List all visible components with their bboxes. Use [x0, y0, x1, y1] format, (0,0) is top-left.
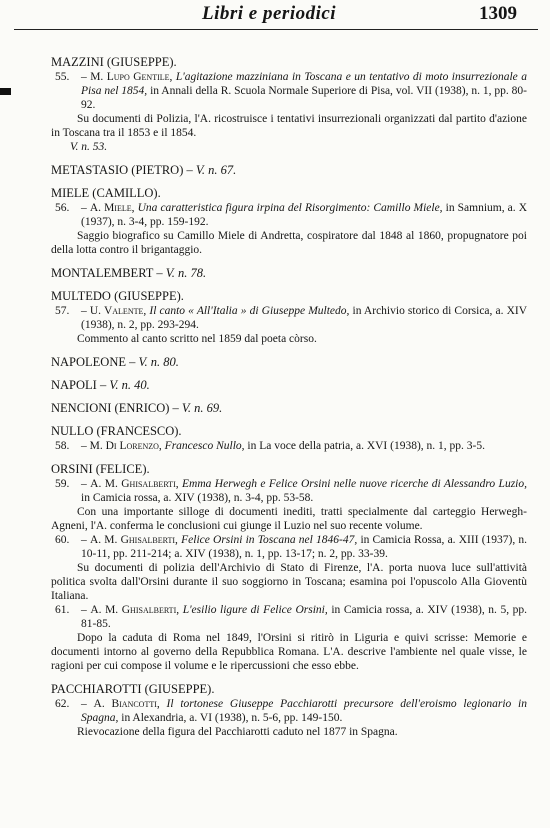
person-name: MIELE (CAMILLO). [51, 186, 161, 200]
entry-number: 57. [55, 305, 70, 317]
person-name: NENCIONI (ENRICO) [51, 401, 170, 415]
person-heading [0, 355, 550, 369]
header-rule [14, 29, 538, 30]
entry-title: L'agitazione mazziniana in Toscana e un tentativo di moto insurrezionale a Pisa nel 1854, [81, 71, 527, 97]
bibliography-body [0, 46, 550, 739]
page-number: 1309 [479, 3, 517, 24]
entry-source: in Camicia rossa, a. XIV (1938), n. 3-4, pp. 53-58. [81, 492, 314, 504]
person-heading [0, 682, 550, 696]
bibliography-entry: 57. – U. Valente, Il canto « All'Italia » di Giuseppe Multedo, in Archivio storico di Corsica, a. XIV (1938), n. 2, pp. 293-294. [55, 305, 528, 331]
entry-title: Felice Orsini in Toscana nel 1846-47, [181, 534, 358, 546]
person-heading [0, 186, 550, 200]
entry-source: in Camicia rossa, a. XIV (1938), n. 5, pp. 81-85. [81, 604, 528, 630]
person-heading [0, 289, 550, 303]
entry-number: 61. [55, 604, 70, 616]
entry-number: 56. [55, 202, 70, 214]
entry-title: L'esilio ligure di Felice Orsini, [182, 604, 328, 616]
bibliography-entry: 60. – A. M. Ghisalberti, Felice Orsini in Toscana nel 1846-47, in Camicia Rossa, a. XIII (1937), n. 10-11, pp. 211-214; a. XIV (1938), n. 1, pp. 13-17; n. 2, pp. 33-39. [55, 534, 528, 560]
entry-source: in Camicia Rossa, a. XIII (1937), n. 10-11, pp. 211-214; a. XIV (1938), n. 1, pp. 13-17; n. 2, pp. 33-39. [81, 534, 528, 560]
entry-author: A. Miele, [89, 202, 135, 214]
cross-reference: V. n. 53. [70, 141, 108, 153]
person-heading [0, 163, 550, 177]
bibliography-entry: 59. – A. M. Ghisalberti, Emma Herwegh e Felice Orsini nelle nuove ricerche di Alessandro Luzio, in Camicia rossa, a. XIV (1938), n. 3-4, pp. 53-58. [55, 478, 527, 504]
person-name: NULLO (FRANCESCO). [51, 424, 182, 438]
person-name: MONTALEMBERT [51, 266, 154, 280]
cross-reference: – V. n. 78. [156, 266, 207, 280]
cross-reference: – V. n. 80. [129, 355, 179, 369]
entry-number: 58. [55, 440, 70, 452]
cross-reference: – V. n. 40. [99, 378, 150, 392]
entry-author: M. Di Lorenzo, [89, 440, 162, 452]
person-heading [0, 378, 550, 392]
entry-number: 55. [55, 71, 70, 83]
entry-title: Una caratteristica figura irpina del Risorgimento: Camillo Miele, [137, 202, 443, 214]
bibliography-entry: 61. – A. M. Ghisalberti, L'esilio ligure di Felice Orsini, in Camicia rossa, a. XIV (1938), n. 5, pp. 81-85. [55, 604, 528, 630]
bibliography-entry: 55. – M. Lupo Gentile, L'agitazione mazziniana in Toscana e un tentativo di moto insurrezionale a Pisa nel 1854, in Annali della R. Scuola Normale Superiore di Pisa, vol. VII (1938), n. 1, pp. 80-92. [55, 71, 527, 111]
person-name: MULTEDO (GIUSEPPE). [51, 289, 184, 303]
person-heading [0, 462, 550, 476]
entry-title: Il canto « All'Italia » di Giuseppe Multedo, [149, 305, 350, 317]
entry-description: Commento al canto scritto nel 1859 dal poeta còrso. [77, 333, 317, 345]
entry-title: Il tortonese Giuseppe Pacchiarotti precursore dell'eroismo legionario in Spagna, [81, 698, 528, 724]
entry-description: Su documenti di Polizia, l'A. ricostruisce i tentativi insurrezionali organizzati dal partito d'azione in Toscana tra il 1853 e il 1854. [51, 113, 527, 139]
entry-author: M. Lupo Gentile, [90, 71, 173, 83]
person-name: MAZZINI (GIUSEPPE). [51, 55, 177, 69]
person-heading [0, 55, 550, 69]
entry-description: Su documenti di polizia dell'Archivio di Stato di Firenze, l'A. porta nuova luce sull'attività politica svolta dall'Orsini durante il suo soggiorno in Toscana; esamina poi l'opuscolo Alla Gioventù Italiana. [51, 562, 527, 602]
person-heading [0, 266, 550, 280]
entry-description: Rievocazione della figura del Pacchiarotti caduto nel 1877 in Spagna. [77, 726, 398, 738]
person-name: ORSINI (FELICE). [51, 462, 150, 476]
bibliography-entry: 62. – A. Biancotti, Il tortonese Giuseppe Pacchiarotti precursore dell'eroismo legionario in Spagna, in Alexandria, a. VI (1938), n. 5-6, pp. 149-150. [55, 698, 528, 724]
entry-title: Francesco Nullo, [164, 440, 245, 452]
entry-description: Saggio biografico su Camillo Miele di Andretta, cospiratore dal 1848 al 1860, propugnatore poi della lotta contro il brigantaggio. [51, 230, 527, 256]
person-heading [0, 424, 550, 438]
entry-description: Con una importante silloge di documenti inediti, tratti specialmente dal carteggio Herwegh-Agneni, l'A. conferma le conclusioni cui giunge il Luzio nel suo recente volume. [51, 506, 527, 532]
entry-author: U. Valente, [89, 305, 147, 317]
entry-number: 59. [55, 478, 70, 490]
person-name: NAPOLEONE [51, 355, 126, 369]
entry-number: 62. [55, 698, 70, 710]
entry-author: A. M. Ghisalberti, [89, 534, 178, 546]
entry-author: A. M. Ghisalberti, [90, 604, 180, 616]
running-header [0, 0, 550, 34]
entry-source: in Annali della R. Scuola Normale Superiore di Pisa, vol. VII (1938), n. 1, pp. 80-92. [81, 85, 527, 111]
person-name: METASTASIO (PIETRO) [51, 163, 184, 177]
entry-number: 60. [55, 534, 70, 546]
person-name: NAPOLI [51, 378, 97, 392]
entry-author: A. M. Ghisalberti, [90, 478, 179, 490]
entry-source: in Samnium, a. X (1937), n. 3-4, pp. 159-192. [81, 202, 528, 228]
entry-source: in Alexandria, a. VI (1938), n. 5-6, pp. 149-150. [121, 712, 343, 724]
entry-source: in La voce della patria, a. XVI (1938), n. 1, pp. 3-5. [247, 440, 485, 452]
person-name: PACCHIAROTTI (GIUSEPPE). [51, 682, 215, 696]
entry-author: A. Biancotti, [93, 698, 160, 710]
running-title: Libri e periodici [202, 3, 337, 24]
person-heading [0, 401, 550, 415]
cross-reference: – V. n. 67. [186, 163, 237, 177]
entry-description: Dopo la caduta di Roma nel 1849, l'Orsini si ritirò in Liguria e quivi scrisse: Memorie e documenti intorno al governo della Repubblica Romana. L'A. descrive l'ambiente nel quale visse, le ragioni per cui compose il volume e le ripercussioni che esso ebbe. [51, 632, 527, 672]
bibliography-entry: 56. – A. Miele, Una caratteristica figura irpina del Risorgimento: Camillo Miele, in Samnium, a. X (1937), n. 3-4, pp. 159-192. [55, 202, 528, 228]
bibliography-entry: 58. – M. Di Lorenzo, Francesco Nullo, in La voce della patria, a. XVI (1938), n. 1, pp. 3-5. [55, 440, 485, 452]
cross-reference: – V. n. 69. [172, 401, 223, 415]
entry-title: Emma Herwegh e Felice Orsini nelle nuove ricerche di Alessandro Luzio, [182, 478, 527, 490]
entry-source: in Archivio storico di Corsica, a. XIV (1938), n. 2, pp. 293-294. [81, 305, 528, 331]
